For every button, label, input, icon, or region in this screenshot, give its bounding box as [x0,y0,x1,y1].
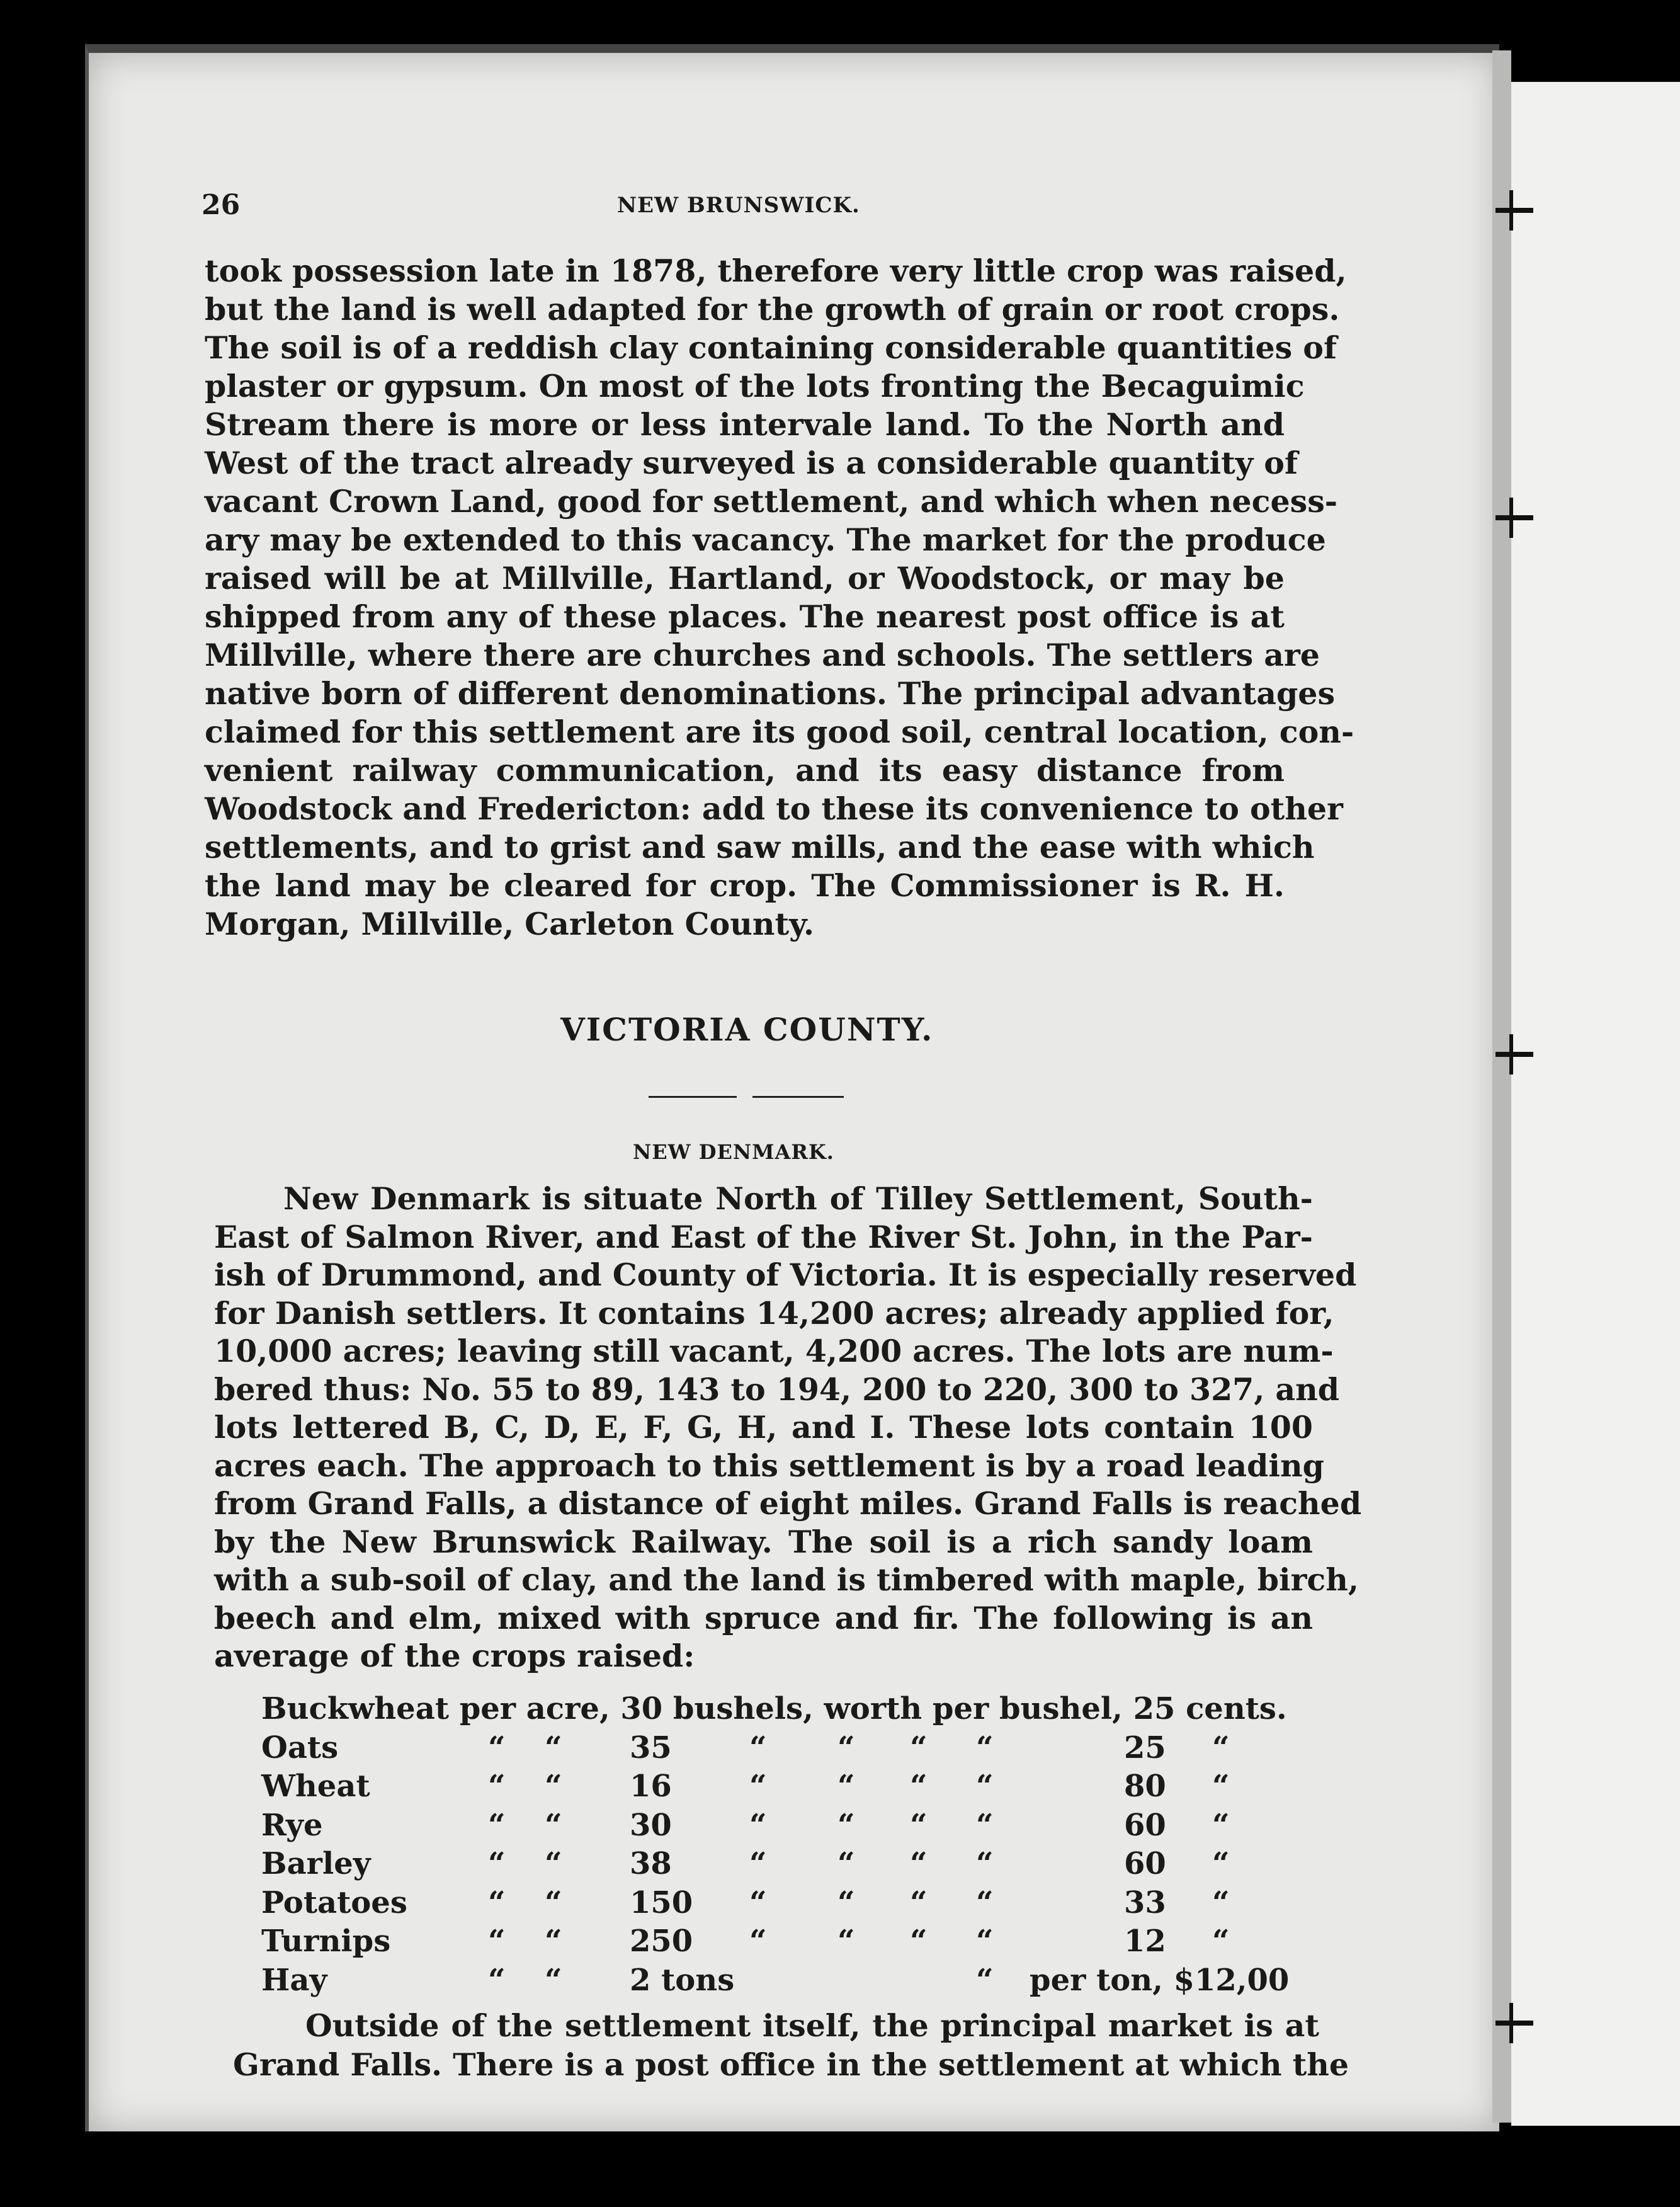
ditto-mark: “ [749,1807,767,1843]
ditto-mark: “ [837,1885,855,1920]
crop-name: Wheat [261,1769,370,1804]
ditto-mark: “ [910,1924,928,1959]
ditto-mark: “ [837,1807,855,1843]
denmark-line: 10,000 acres; leaving still vacant, 4,200 acres. The lots are num- [214,1333,1334,1369]
ditto-mark: “ [976,1769,994,1804]
ditto-mark: “ [1212,1730,1230,1765]
intro-line: ary may be extended to this vacancy. The market for the produce [205,522,1326,558]
intro-line: raised will be at Millville, Hartland, or Woodstock, or may be [205,560,1285,596]
intro-line: claimed for this settlement are its good soil, central location, con- [205,714,1354,750]
closing-paragraph [233,2006,1349,2084]
denmark-line: from Grand Falls, a distance of eight miles. Grand Falls is reached [214,1485,1362,1522]
denmark-line: acres each. The approach to this settlement is by a road leading [214,1447,1324,1484]
section-title: VICTORIA COUNTY. [560,1011,934,1048]
crop-amount: 30 [630,1807,672,1843]
crop-amount: 2 tons [630,1962,735,1998]
intro-line: venient railway communication, and its easy distance from [205,752,1285,789]
binding-clip [1496,515,1533,520]
ditto-mark: “ [1212,1846,1230,1881]
denmark-line: by the New Brunswick Railway. The soil is a rich sandy loam [214,1523,1313,1560]
ditto-mark: “ [1212,1807,1230,1843]
ditto-mark: “ [910,1846,928,1881]
intro-line: West of the tract already surveyed is a considerable quantity of [205,445,1298,481]
crop-name: Rye [261,1807,323,1843]
ditto-mark: “ [749,1924,767,1959]
ditto-mark: “ [545,1769,562,1804]
intro-line: settlements, and to grist and saw mills, and the ease with which [205,829,1315,865]
denmark-line: beech and elm, mixed with spruce and fir. The following is an [214,1599,1313,1636]
intro-line: vacant Crown Land, good for settlement, and which when necess- [205,483,1338,520]
crop-amount: 250 [630,1924,693,1959]
crop-price: 25 [1124,1730,1166,1765]
ditto-mark: “ [545,1846,562,1881]
denmark-line: ish of Drummond, and County of Victoria. It is especially reserved [214,1257,1357,1293]
ditto-mark: “ [545,1924,562,1959]
denmark-line: lots lettered B, C, D, E, F, G, H, and I. These lots contain 100 [214,1409,1313,1446]
crop-name: Potatoes [261,1885,407,1920]
adjacent-page-strip [1511,82,1680,2126]
intro-line: took possession late in 1878, therefore very little crop was raised, [205,253,1347,289]
ditto-mark: “ [976,1924,994,1959]
closing-line: Grand Falls. There is a post office in the settlement at which the [233,2046,1349,2083]
crop-amount: 35 [630,1730,672,1765]
closing-line: Outside of the settlement itself, the principal market is at [305,2007,1319,2044]
intro-line: the land may be cleared for crop. The Commissioner is R. H. [205,867,1285,904]
ditto-mark: “ [837,1769,855,1804]
ditto-mark: “ [749,1769,767,1804]
ditto-mark: “ [976,1730,994,1765]
crop-price: 60 [1124,1846,1166,1881]
crop-amount: 38 [630,1846,672,1881]
intro-line: Millville, where there are churches and schools. The settlers are [205,637,1320,673]
ditto-mark: “ [488,1924,506,1959]
denmark-line: New Denmark is situate North of Tilley Settlement, South- [283,1180,1313,1217]
crop-price: 33 [1124,1885,1166,1920]
page-number: 26 [201,189,241,221]
intro-line: but the land is well adapted for the growth of grain or root crops. [205,291,1340,328]
crop-amount: 150 [630,1885,693,1920]
ditto-mark: “ [910,1807,928,1843]
ditto-mark: “ [910,1885,928,1920]
ditto-mark: “ [545,1807,562,1843]
intro-paragraph [205,252,1354,944]
intro-line: native born of different denominations. The principal advantages [205,675,1336,712]
ditto-mark: “ [976,1807,994,1843]
ditto-mark: “ [976,1846,994,1881]
ditto-mark: “ [545,1885,562,1920]
running-title: NEW BRUNSWICK. [617,193,860,218]
denmark-line: for Danish settlers. It contains 14,200 acres; already applied for, [214,1294,1334,1332]
ditto-mark: “ [488,1807,506,1843]
ditto-mark: “ [749,1885,767,1920]
page-edge [1492,50,1511,2123]
ditto-mark: “ [488,1730,506,1765]
intro-line: shipped from any of these places. The nearest post office is at [205,598,1285,635]
crop-price: 60 [1124,1807,1166,1843]
denmark-line: with a sub-soil of clay, and the land is timbered with maple, birch, [214,1561,1359,1598]
binding-clip [1496,2021,1533,2026]
crop-name: Oats [261,1730,339,1765]
ditto-mark: “ [976,1962,994,1998]
intro-line: Woodstock and Fredericton: add to these its convenience to other [205,790,1343,827]
crop-price: 80 [1124,1769,1166,1804]
intro-line: plaster or gypsum. On most of the lots fronting the Becaguimic [205,368,1305,404]
subsection-title: NEW DENMARK. [633,1140,834,1164]
crop-name: Hay [261,1962,327,1998]
crop-first-row: Buckwheat per acre, 30 bushels, worth per bushel, 25 cents. [261,1691,1287,1726]
ditto-mark: “ [488,1962,506,1998]
intro-line: Morgan, Millville, Carleton County. [205,906,815,942]
crop-price: 12 [1124,1924,1166,1959]
ditto-mark: “ [749,1846,767,1881]
intro-line: The soil is of a reddish clay containing considerable quantities of [205,329,1337,366]
denmark-line: bered thus: No. 55 to 89, 143 to 194, 200 to 220, 300 to 327, and [214,1371,1340,1408]
ditto-mark: “ [910,1730,928,1765]
title-rule [649,1096,737,1098]
title-rule [752,1096,844,1098]
ditto-mark: “ [488,1846,506,1881]
crop-name: Turnips [261,1924,391,1959]
ditto-mark: “ [837,1924,855,1959]
denmark-paragraph [214,1180,1362,1675]
crop-amount: 16 [630,1769,672,1804]
ditto-mark: “ [910,1769,928,1804]
crop-price: per ton, $12,00 [1030,1962,1290,1998]
intro-line: Stream there is more or less intervale land. To the North and [205,406,1285,443]
binding-clip [1496,1052,1533,1057]
denmark-line: East of Salmon River, and East of the River St. John, in the Par- [214,1218,1313,1255]
ditto-mark: “ [976,1885,994,1920]
ditto-mark: “ [488,1885,506,1920]
ditto-mark: “ [545,1730,562,1765]
binding-clip [1496,208,1533,213]
page-header [201,189,1285,227]
ditto-mark: “ [837,1730,855,1765]
ditto-mark: “ [1212,1924,1230,1959]
ditto-mark: “ [545,1962,562,1998]
ditto-mark: “ [488,1769,506,1804]
crop-name: Barley [261,1846,371,1881]
ditto-mark: “ [1212,1885,1230,1920]
ditto-mark: “ [749,1730,767,1765]
denmark-line: average of the crops raised: [214,1638,695,1674]
ditto-mark: “ [1212,1769,1230,1804]
ditto-mark: “ [837,1846,855,1881]
